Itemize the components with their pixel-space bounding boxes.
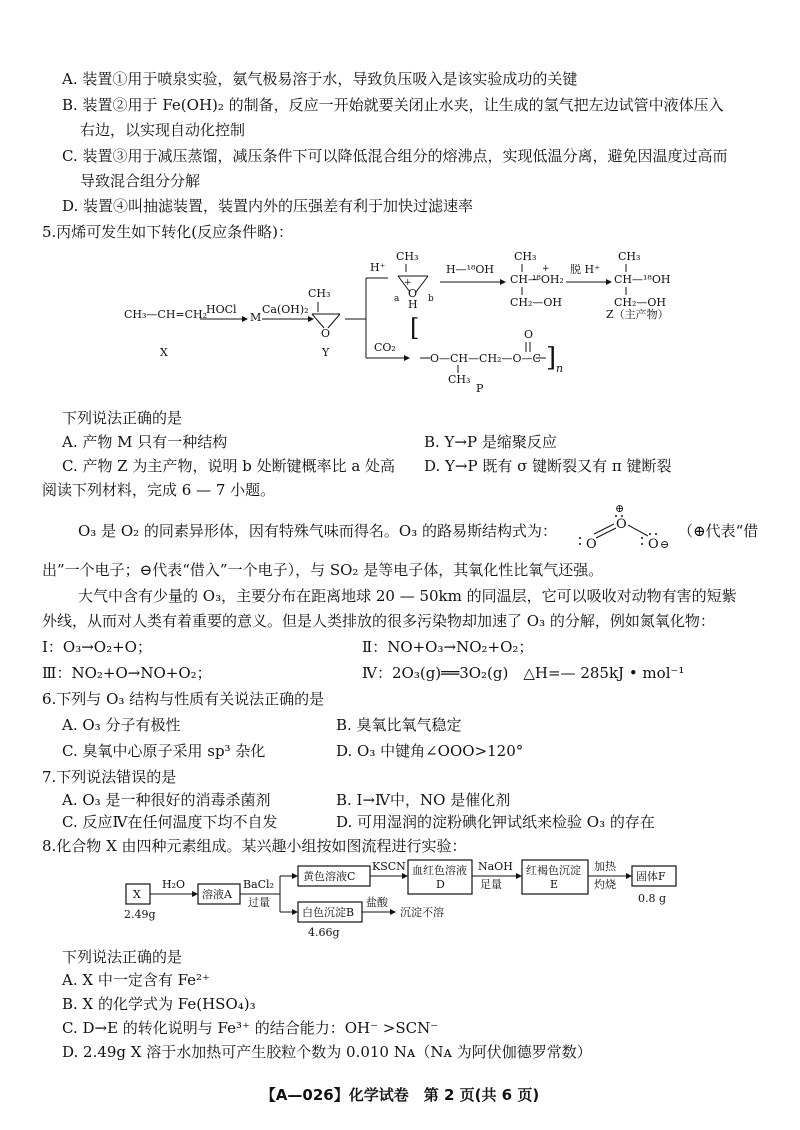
flow-solution-d-name: 血红色溶液 (412, 864, 467, 877)
propene-formula: CH₃—CH=CH₂ (124, 308, 208, 321)
svg-text:[: [ (410, 314, 420, 342)
label-x: X (160, 346, 168, 359)
y-oxygen: O (321, 327, 331, 340)
intermediate-ch2oh: CH₂—OH (510, 296, 563, 309)
flow-f-mass: 0.8 g (638, 892, 667, 905)
flow-precipitate-e-name: 红褐色沉淀 (526, 864, 581, 877)
z-ch18oh: CH—¹⁸OH (614, 273, 671, 286)
reagent-h18oh: H—¹⁸OH (446, 263, 495, 276)
q8-prompt: 下列说法正确的是 (62, 948, 183, 966)
reading-p1-b: （⊕代表“借 (678, 522, 759, 540)
flow-kscn: KSCN (372, 860, 406, 873)
q5-option-c: C. 产物 Z 为主产物，说明 b 处断键概率比 a 处高 (62, 457, 396, 475)
q8-option-d: D. 2.49g X 溶于水加热可产生胶粒个数为 0.010 Nᴀ（Nᴀ 为阿伏伽德罗常数） (62, 1043, 592, 1061)
intermediate-plus: + (542, 264, 550, 274)
q8-option-b: B. X 的化学式为 Fe(HSO₄)₃ (62, 995, 256, 1013)
q7-stem: 7.下列说法错误的是 (42, 768, 177, 786)
flow-solution-c: 黄色溶液C (303, 870, 356, 883)
reagent-caoh2: Ca(OH)₂ (262, 303, 309, 316)
polymer-formula: O—CH—CH₂—O—C (430, 352, 541, 365)
protonated-plus: + (404, 278, 412, 288)
q5-option-b: B. Y→P 是缩聚反应 (424, 433, 557, 451)
flow-x: X (133, 888, 141, 901)
protonated-methyl: CH₃ (396, 250, 419, 263)
flow-naoh-amount: 足量 (480, 878, 502, 891)
q6-option-b: B. 臭氧比氧气稳定 (336, 716, 462, 734)
reaction-4: Ⅳ：2O₃(g)══3O₂(g) △H=— 285kJ • mol⁻¹ (362, 664, 685, 682)
reading-p2-a: 大气中含有少量的 O₃，主要分布在距离地球 20 — 50km 的同温层，它可以吸收对动物有害的短紫 (78, 587, 737, 605)
lewis-minus-charge: ⊖ (660, 538, 670, 551)
z-methyl: CH₃ (618, 250, 641, 263)
q6-option-a: A. O₃ 分子有极性 (62, 716, 181, 734)
label-y: Y (322, 346, 330, 359)
q8-option-a: A. X 中一定含有 Fe²⁺ (62, 971, 210, 989)
reading-intro: 阅读下列材料，完成 6 — 7 小题。 (42, 481, 276, 499)
q4-option-c-line2: 导致混合组分分解 (80, 172, 201, 190)
propene-reaction-scheme (0, 240, 800, 400)
intermediate-methyl: CH₃ (514, 250, 537, 263)
y-methyl: CH₃ (308, 287, 331, 300)
flow-excess: 过量 (248, 896, 270, 909)
flow-h2o: H₂O (162, 878, 186, 891)
reading-p1-c: 出”一个电子；⊖代表“借入”一个电子），与 SO₂ 是等电子体，其氧化性比氧气还强。 (42, 561, 604, 579)
polymer-n: n (556, 362, 564, 375)
flow-naoh: NaOH (478, 860, 513, 873)
q4-option-b-line2: 右边，以实现自动化控制 (80, 121, 246, 139)
q7-option-a: A. O₃ 是一种很好的消毒杀菌剂 (62, 791, 271, 809)
q6-option-c: C. 臭氧中心原子采用 sp³ 杂化 (62, 742, 266, 760)
intermediate-o18h2: ¹⁸OH₂ (532, 273, 564, 286)
q7-option-d: D. 可用湿润的淀粉碘化钾试纸来检验 O₃ 的存在 (336, 813, 655, 831)
lewis-right-o: O (648, 537, 659, 552)
lewis-central-o: O (616, 517, 627, 532)
ozone-lewis-structure (578, 502, 674, 554)
reading-p2-b: 外线，从而对人类有着重要的意义。但是人类排放的很多污染物却加速了 O₃ 的分解，例如氮氧化物： (42, 612, 715, 630)
q7-option-b: B. Ⅰ→Ⅳ中，NO 是催化剂 (336, 791, 511, 809)
flow-solution-a: 溶液A (202, 888, 232, 901)
polymer-carbonyl-o: O (524, 328, 534, 341)
q6-option-d: D. O₃ 中键角∠OOO>120° (336, 742, 524, 760)
reading-p1-a: O₃ 是 O₂ 的同素异形体，因有特殊气味而得名。O₃ 的路易斯结构式为： (78, 522, 558, 540)
reagent-deprotonation: 脱 H⁺ (570, 263, 600, 276)
flow-solution-d-label: D (436, 878, 445, 891)
q4-option-c-line1: C. 装置③用于减压蒸馏，减压条件下可以降低混合组分的熔沸点，实现低温分离，避免因温度过高而 (62, 147, 728, 165)
protonated-oxygen: O (408, 287, 418, 300)
q7-option-c: C. 反应Ⅳ在任何温度下均不自发 (62, 813, 278, 831)
q8-flowchart (120, 856, 680, 942)
label-z: Z（主产物） (606, 308, 669, 321)
q4-option-b-line1: B. 装置②用于 Fe(OH)₂ 的制备，反应一开始就要关闭止水夹，让生成的氢气把左边试管中液体压入 (62, 96, 724, 114)
reaction-3: Ⅲ：NO₂+O→NO+O₂； (42, 664, 212, 682)
intermediate-ch: CH— (510, 273, 540, 286)
reagent-hocl: HOCl (206, 303, 237, 316)
flow-hcl: 盐酸 (366, 896, 388, 909)
bond-label-a: a (394, 294, 400, 304)
label-p: P (476, 382, 484, 395)
q5-option-d: D. Y→P 既有 σ 键断裂又有 π 键断裂 (424, 457, 672, 475)
q5-stem: 5.丙烯可发生如下转化(反应条件略)： (42, 223, 294, 241)
q8-stem: 8.化合物 X 由四种元素组成。某兴趣小组按如图流程进行实验： (42, 837, 467, 855)
flow-x-mass: 2.49g (124, 908, 156, 921)
flow-precipitate-b: 白色沉淀B (302, 906, 355, 919)
bond-label-b: b (428, 294, 434, 304)
page-footer: 【A—026】化学试卷 第 2 页(共 6 页) (260, 1086, 540, 1104)
flow-heat: 加热 (594, 860, 616, 873)
flow-solid-f: 固体F (636, 870, 666, 883)
flow-insoluble: 沉淀不溶 (400, 906, 444, 919)
reagent-co2: CO₂ (374, 341, 396, 354)
q5-option-a: A. 产物 M 只有一种结构 (62, 433, 228, 451)
flow-bacl2: BaCl₂ (243, 878, 274, 891)
label-m: M (250, 311, 262, 324)
svg-text:]: ] (546, 343, 557, 373)
polymer-methyl: CH₃ (448, 373, 471, 386)
q4-option-a: A. 装置①用于喷泉实验，氨气极易溶于水，导致负压吸入是该实验成功的关键 (62, 70, 578, 88)
q4-option-d: D. 装置④叫抽滤装置，装置内外的压强差有利于加快过滤速率 (62, 197, 474, 215)
flow-precipitate-e-label: E (550, 878, 559, 891)
reagent-hplus: H⁺ (370, 261, 386, 274)
protonated-hydrogen: H (408, 298, 418, 311)
reaction-2: Ⅱ：NO+O₃→NO₂+O₂； (362, 638, 534, 656)
lewis-plus-charge: ⊕ (615, 502, 625, 515)
flow-calcine: 灼烧 (594, 878, 616, 891)
q6-stem: 6.下列与 O₃ 结构与性质有关说法正确的是 (42, 690, 325, 708)
q5-prompt: 下列说法正确的是 (62, 409, 183, 427)
z-ch2oh: CH₂—OH (614, 296, 667, 309)
flow-b-mass: 4.66g (308, 926, 340, 939)
reaction-1: Ⅰ：O₃→O₂+O； (42, 638, 152, 656)
q8-option-c: C. D→E 的转化说明与 Fe³⁺ 的结合能力：OH⁻ >SCN⁻ (62, 1019, 439, 1037)
lewis-left-o: O (586, 537, 597, 552)
